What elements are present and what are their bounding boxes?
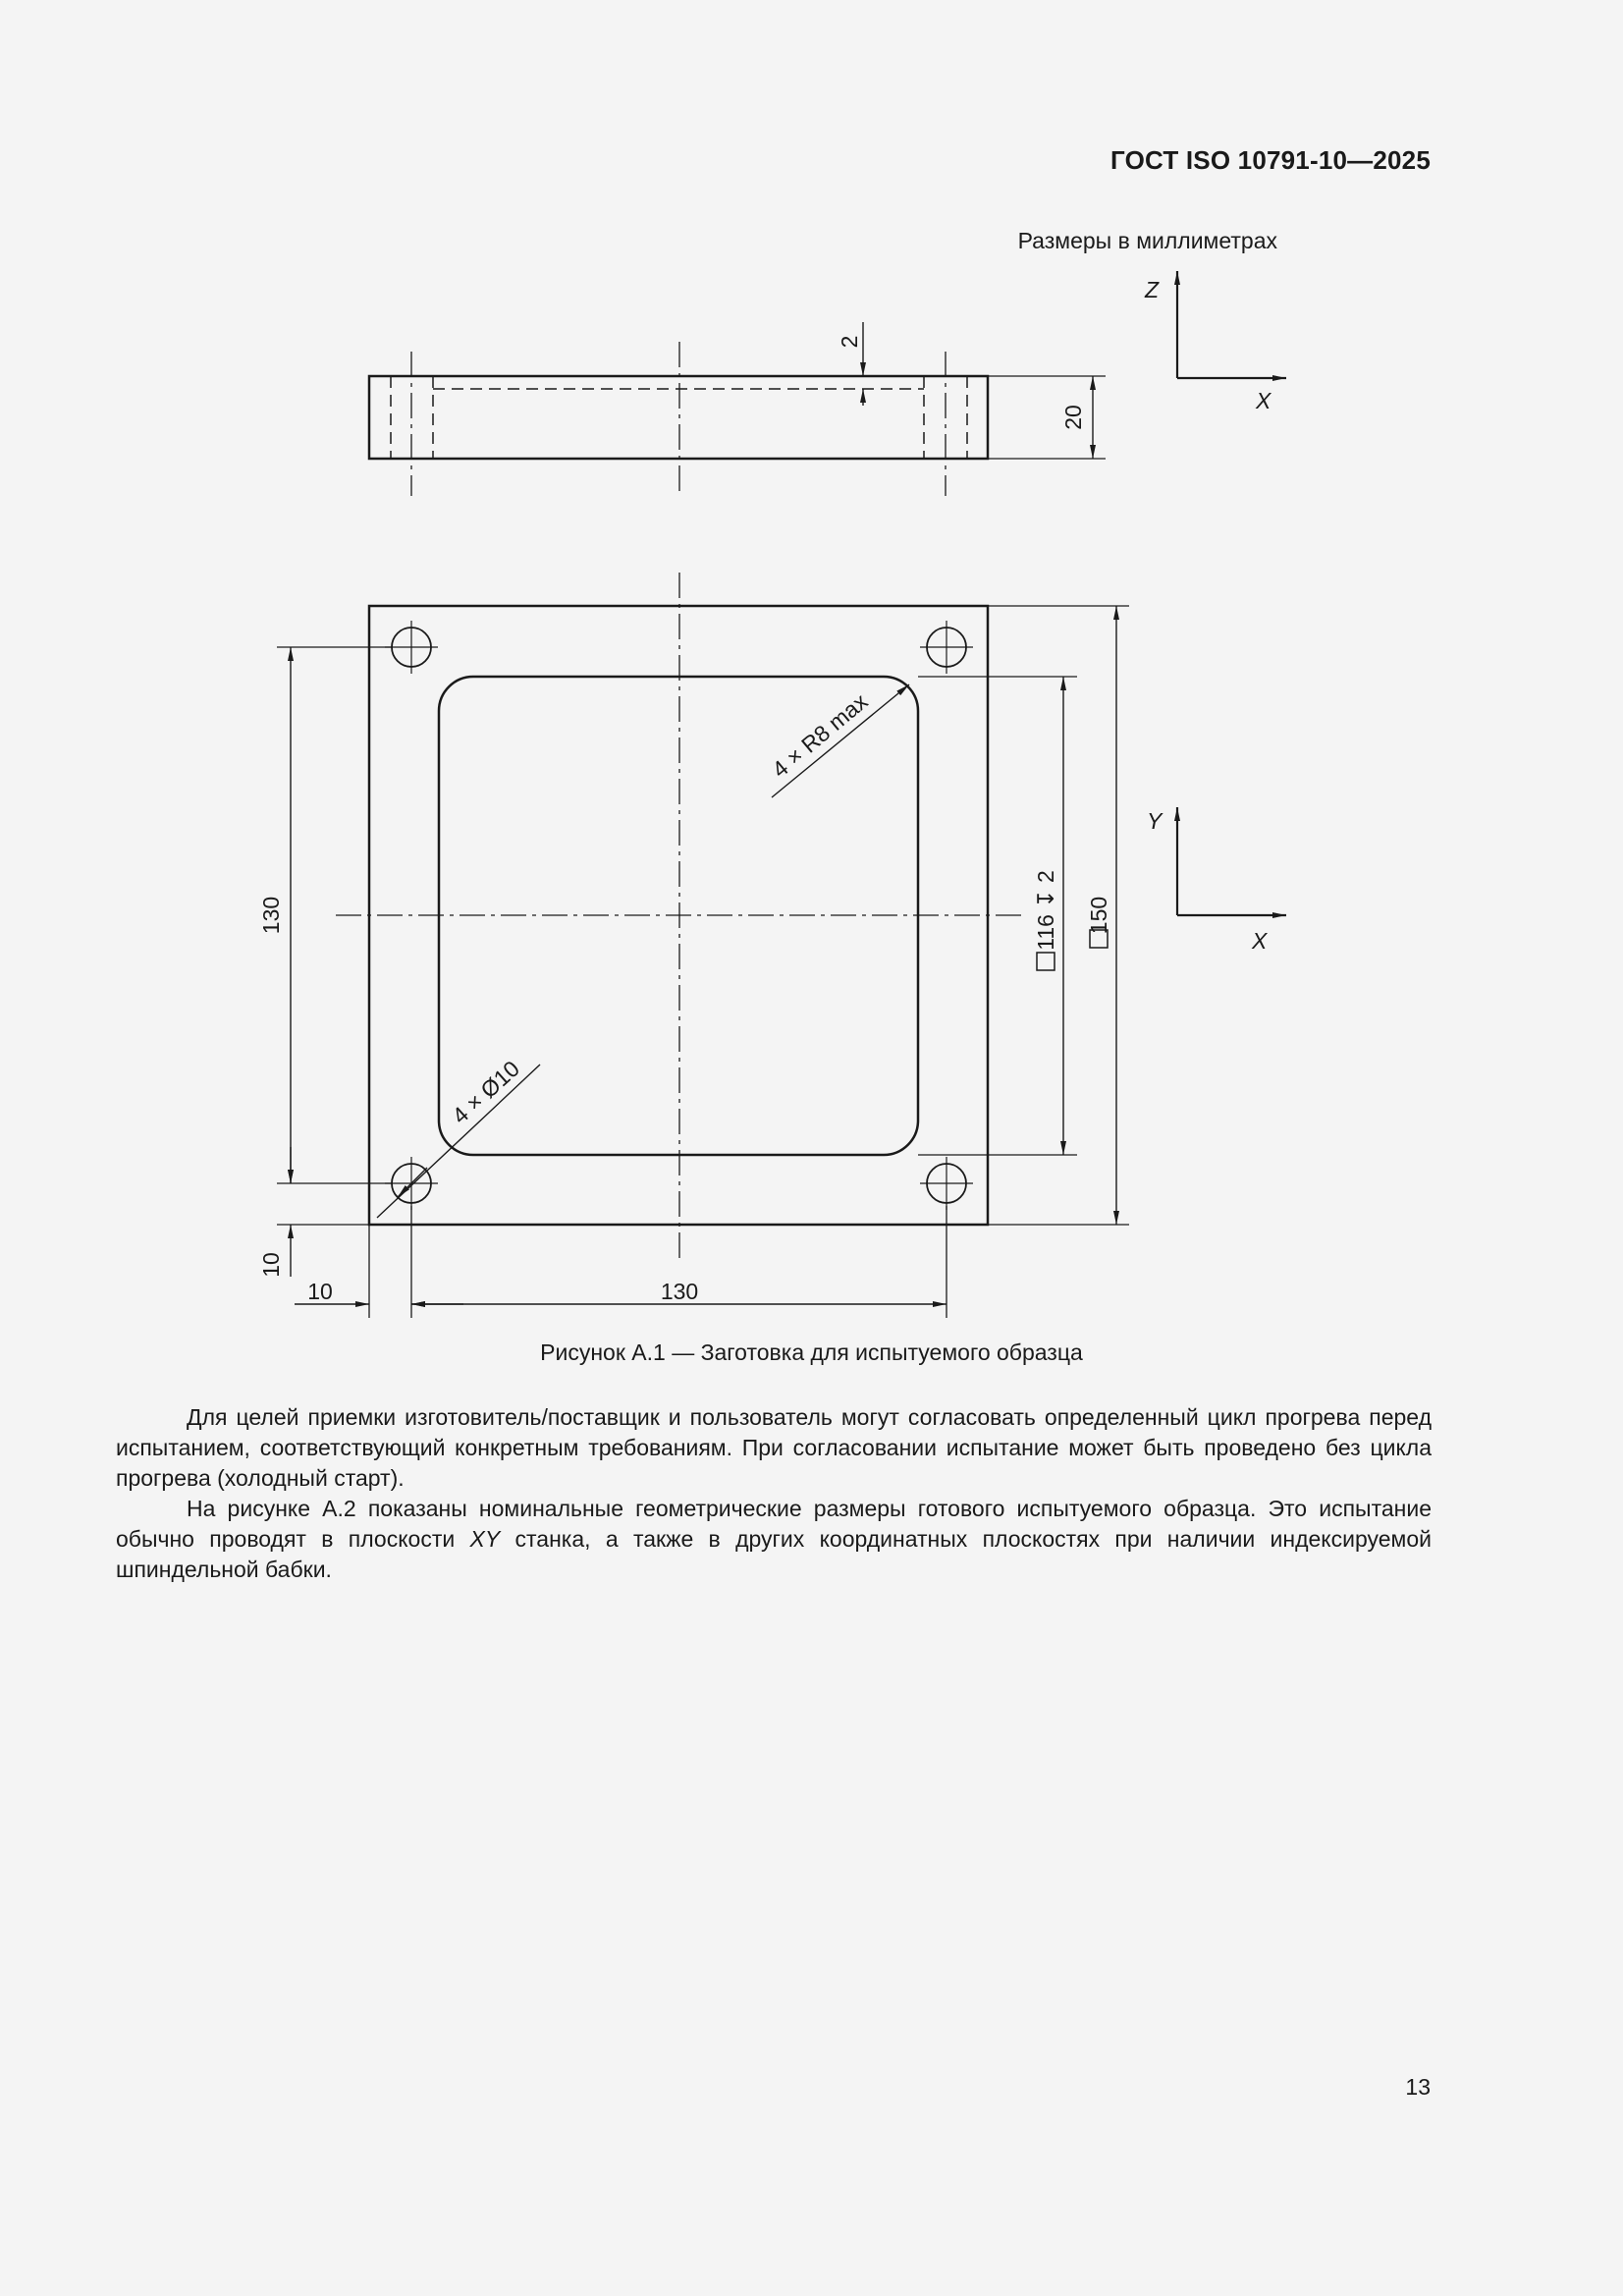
- hole-spacing-vertical-label: 130: [258, 896, 284, 935]
- page-number: 13: [1405, 2074, 1431, 2100]
- thickness-dimension-label: 20: [1060, 405, 1086, 430]
- hole-diameter-label: 4 × Ø10: [447, 1055, 524, 1129]
- hole-top-right: [920, 621, 973, 674]
- axis-label-x-side: X: [1256, 388, 1271, 413]
- paragraph-1: Для целей приемки изготовитель/поставщик и пользователь могут согласовать определенный цикл прогрева перед испытанием, соответствующий конкретным требованиям. При согласовании испытание может быть проведено без цикла прогрева (холодный старт).: [116, 1404, 1432, 1491]
- edge-offset-vertical-label: 10: [258, 1252, 284, 1278]
- hole-bottom-right: [920, 1157, 973, 1210]
- side-view: [369, 322, 1106, 496]
- paragraph-2: На рисунке А.2 показаны номинальные геометрические размеры готового испытуемого образца. Это испытание обычно проводят в плоскости XY станка, а также в других координатных плоскостях при наличии индексируемой шпиндельной бабки.: [116, 1496, 1432, 1582]
- pocket-size-label: 116 ↧ 2: [1033, 870, 1058, 951]
- units-note: Размеры в миллиметрах: [1017, 228, 1277, 253]
- body-text: [116, 1402, 1432, 1585]
- plane-xy: XY: [469, 1526, 501, 1552]
- axis-label-z: Z: [1145, 277, 1160, 302]
- corner-radius-label: 4 × R8 max: [767, 687, 873, 783]
- hole-leader: [377, 1065, 540, 1218]
- document-designation: ГОСТ ISO 10791-10—2025: [1110, 145, 1431, 175]
- edge-offset-horizontal-label: 10: [307, 1279, 333, 1304]
- top-view: [277, 573, 1129, 1318]
- square-symbol-pocket: [1037, 953, 1055, 970]
- axis-symbol-yx: [1177, 807, 1286, 915]
- depth-dimension-label: 2: [837, 335, 862, 349]
- axis-label-y: Y: [1147, 808, 1163, 834]
- axis-label-x-top: X: [1252, 928, 1268, 954]
- axis-symbol-zx: [1177, 271, 1286, 378]
- hole-spacing-horizontal-label: 130: [660, 1279, 699, 1304]
- hole-top-left: [385, 621, 438, 674]
- outer-size-label: 150: [1086, 896, 1111, 935]
- figure-caption: Рисунок А.1 — Заготовка для испытуемого образца: [540, 1339, 1083, 1365]
